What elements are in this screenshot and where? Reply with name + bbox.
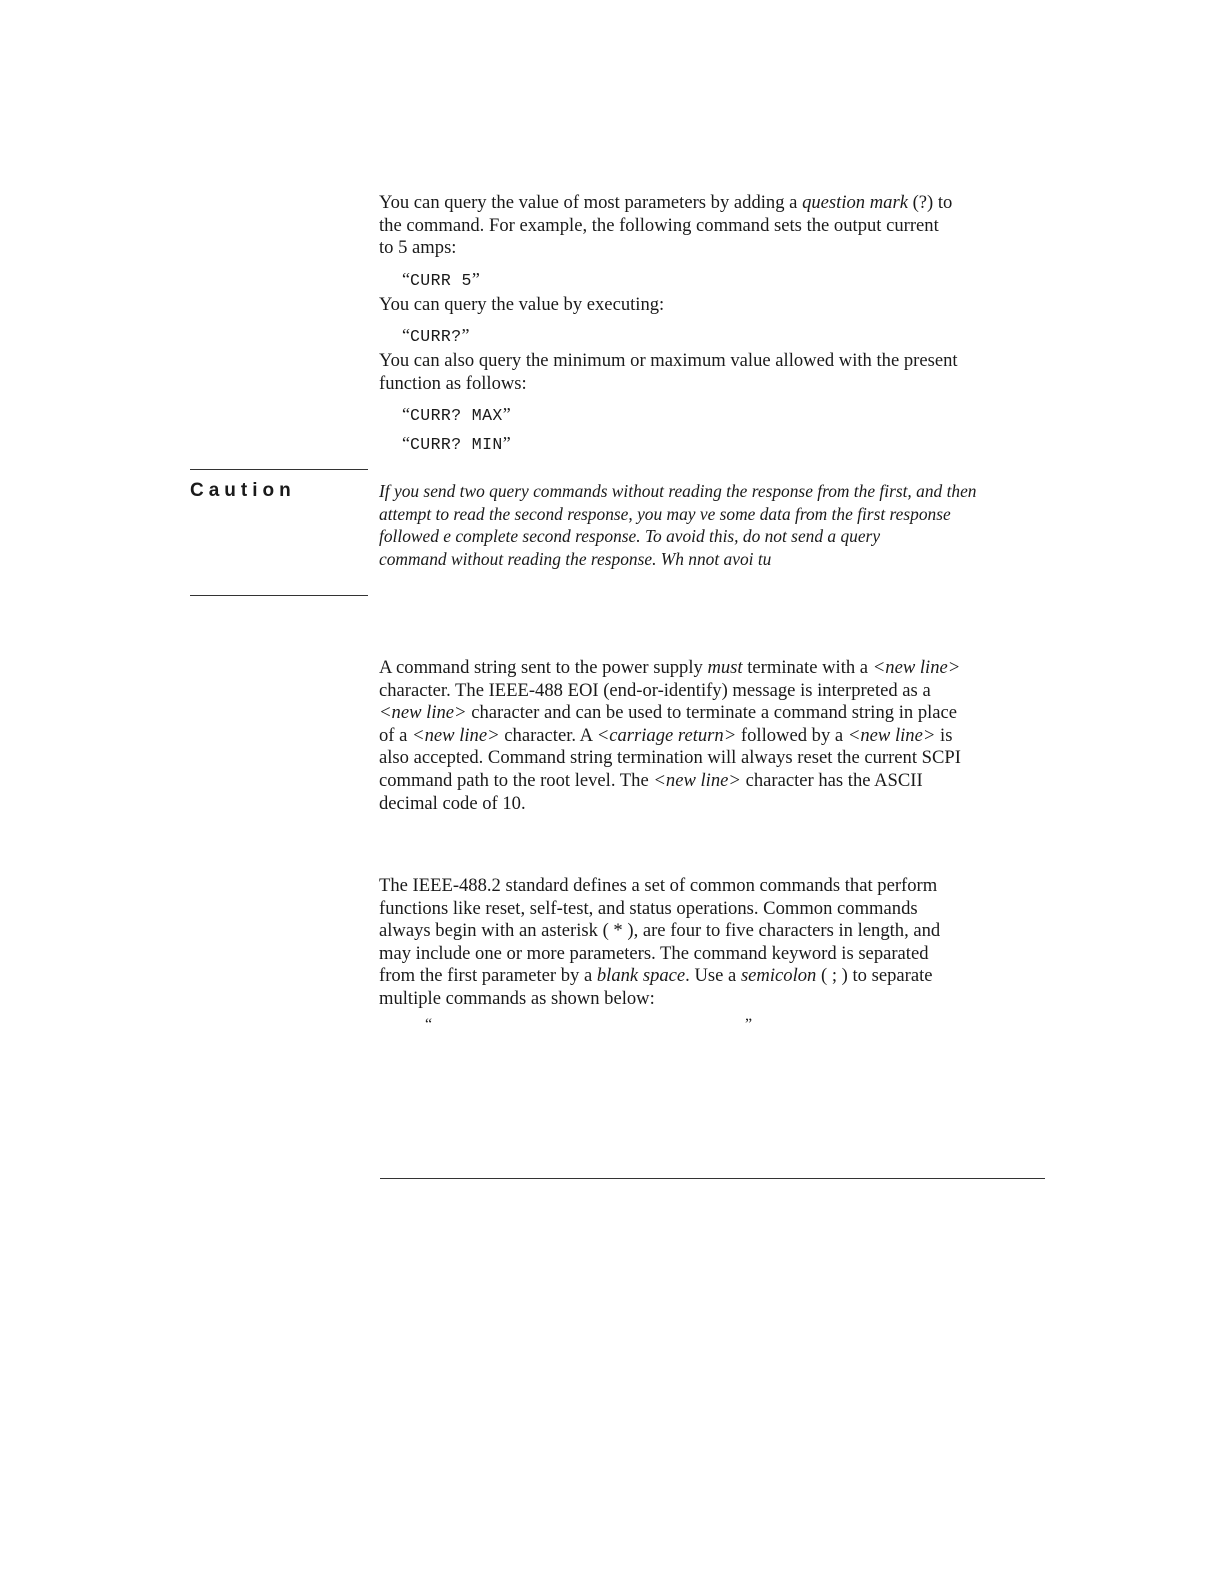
termination-line-4: of a <new line> character. A <carriage return> followed by a <new line> is bbox=[379, 724, 953, 746]
common-line-6: multiple commands as shown below: bbox=[379, 987, 655, 1009]
termination-line-3: <new line> character and can be used to terminate a command string in place bbox=[379, 702, 958, 724]
termination-line-7: decimal code of 10. bbox=[379, 792, 526, 814]
termination-line-6: command path to the root level. The <new line> character has the ASCII bbox=[379, 769, 923, 791]
termination-line-2: character. The IEEE-488 EOI (end-or-identify) message is interpreted as a bbox=[379, 679, 931, 701]
query-intro-line-1: You can query the value of most parameters by adding a question mark (?) to bbox=[379, 192, 953, 213]
termination-paragraph bbox=[379, 657, 1045, 815]
example-query-min: “CURR? MIN” bbox=[402, 433, 511, 454]
question-mark-term: question mark bbox=[802, 192, 908, 213]
bottom-rule bbox=[380, 1178, 1045, 1179]
example-query-current: “CURR?” bbox=[402, 325, 470, 346]
caution-line-2: attempt to read the second response, you may ve some data from the first response bbox=[379, 503, 951, 524]
termination-line-1: A command string sent to the power supply must terminate with a <new line> bbox=[379, 657, 961, 678]
example-open-quote: “ bbox=[425, 1016, 433, 1033]
example-query-max: “CURR? MAX” bbox=[402, 404, 511, 425]
caution-top-rule bbox=[190, 469, 368, 470]
caution-line-1: If you send two query commands without reading the response from the first, and then bbox=[379, 481, 977, 501]
common-line-5: from the first parameter by a blank space. Use a semicolon ( ; ) to separate bbox=[379, 965, 933, 987]
query-by-label: You can query the value by executing: bbox=[379, 294, 665, 315]
termination-line-5: also accepted. Command string termination will always reset the current SCPI bbox=[379, 747, 961, 769]
caution-label: Caution bbox=[190, 480, 296, 501]
query-intro-paragraph bbox=[379, 192, 1045, 260]
common-line-1: The IEEE-488.2 standard defines a set of common commands that perform bbox=[379, 875, 938, 896]
minmax-paragraph bbox=[379, 350, 1045, 395]
example-close-quote: ” bbox=[745, 1016, 753, 1033]
common-line-4: may include one or more parameters. The command keyword is separated bbox=[379, 942, 929, 964]
common-commands-paragraph bbox=[379, 875, 1045, 1011]
caution-text bbox=[379, 480, 1059, 570]
caution-bottom-rule bbox=[190, 595, 368, 596]
minmax-line-1: You can also query the minimum or maximum value allowed with the present bbox=[379, 350, 958, 371]
query-intro-line-2: the command. For example, the following command sets the output current bbox=[379, 214, 939, 236]
common-line-3: always begin with an asterisk ( * ), are four to five characters in length, and bbox=[379, 920, 941, 942]
example-set-current: “CURR 5” bbox=[402, 269, 480, 290]
query-intro-line-3: to 5 amps: bbox=[379, 237, 457, 259]
caution-line-3: followed e complete second response. To avoid this, do not send a query bbox=[379, 526, 881, 547]
minmax-line-2: function as follows: bbox=[379, 372, 527, 394]
common-line-2: functions like reset, self-test, and status operations. Common commands bbox=[379, 897, 918, 919]
caution-line-4: command without reading the response. Wh nnot avoi tu bbox=[379, 548, 772, 569]
